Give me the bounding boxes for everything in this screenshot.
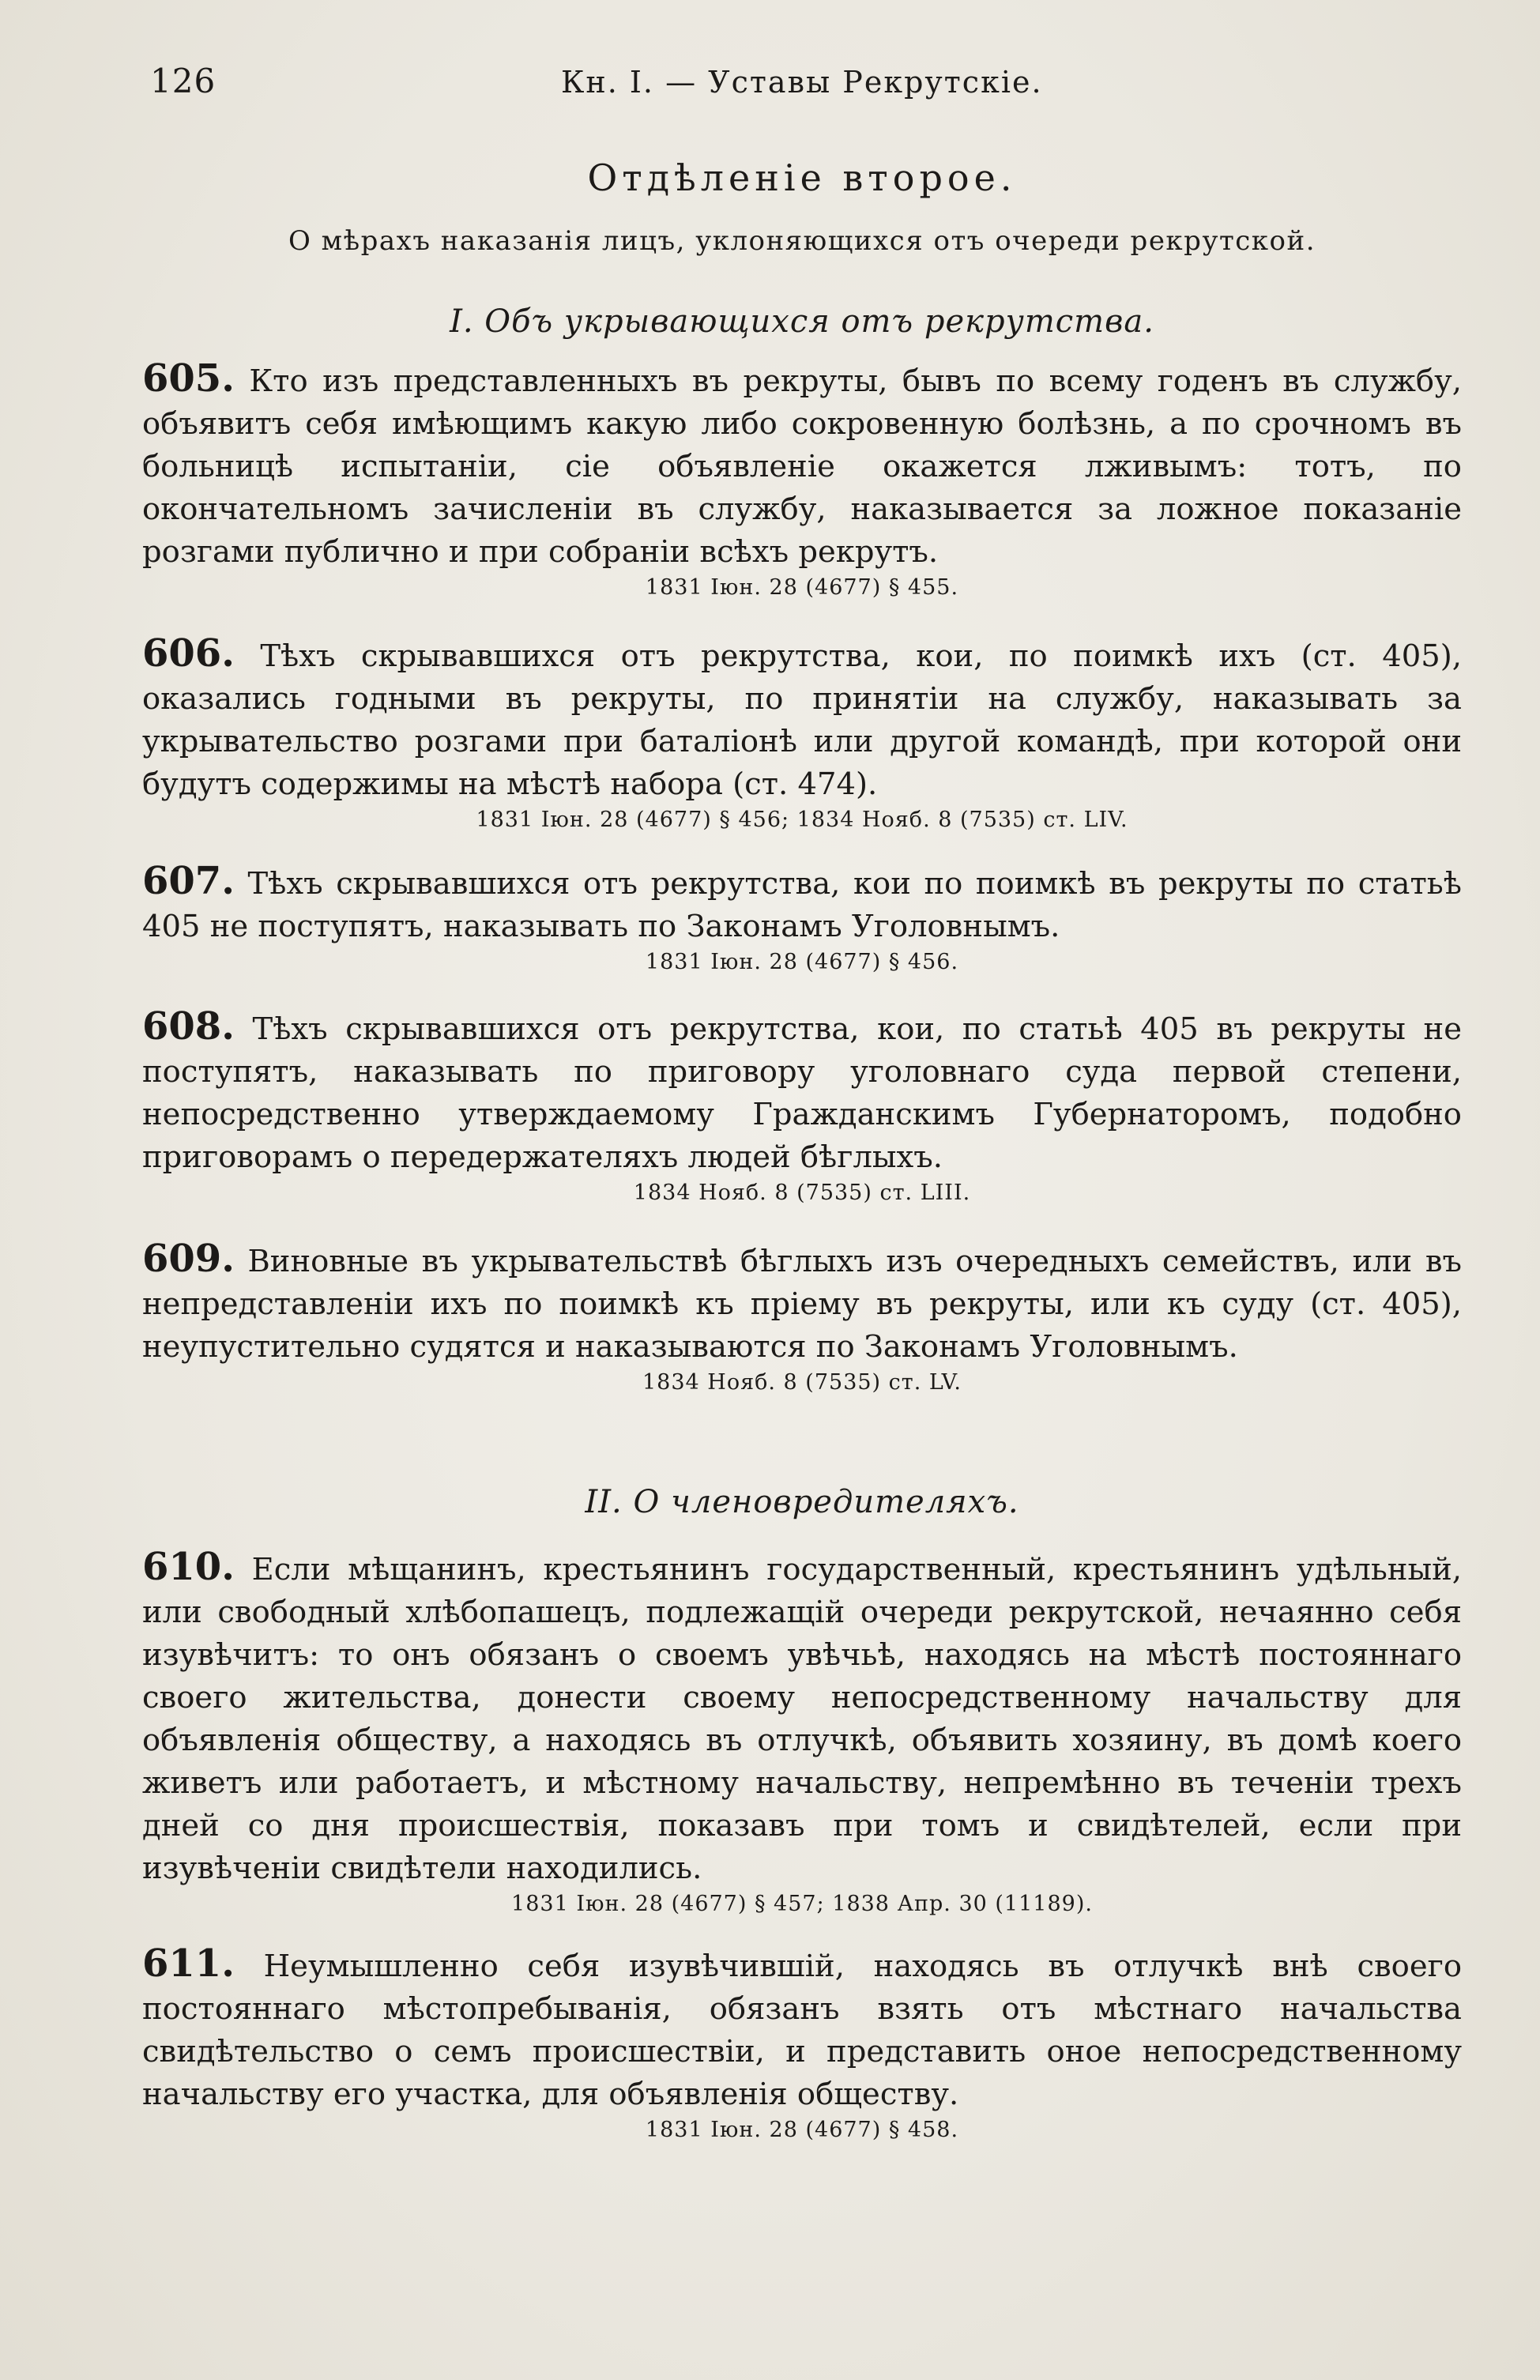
- article-number: 611.: [142, 1941, 235, 1986]
- article-text: Тѣхъ скрывавшихся отъ рекрутства, кои по поимкѣ въ рекруты по статьѣ 405 не поступятъ, наказывать по Законамъ Уголовнымъ.: [142, 866, 1462, 944]
- article-body: [142, 1942, 1462, 2116]
- article-611: [142, 1942, 1462, 2145]
- article-text: Если мѣщанинъ, крестьянинъ государственный, крестьянинъ удѣльный, или свободный хлѣбопашецъ, подлежащій очереди рекрутской, нечаянно себя изувѣчитъ: то онъ обязанъ о своемъ увѣчьѣ, находясь на мѣстѣ постояннаго своего жительства, донести своему непосредственному начальству для объявленія обществу, а находясь въ отлучкѣ, объявить хозяину, въ домѣ коего живетъ или работаетъ, и мѣстному начальству, непремѣнно въ теченіи трехъ дней со дня происшествія, показавъ при томъ и свидѣтелей, если при изувѣченіи свидѣтели находились.: [142, 1552, 1462, 1886]
- article-number: 610.: [142, 1545, 235, 1589]
- article-number: 608.: [142, 1004, 235, 1049]
- article-source: 1831 Іюн. 28 (4677) § 456.: [645, 950, 959, 974]
- article-source: 1831 Іюн. 28 (4677) § 456; 1834 Нояб. 8 (7535) ст. LIV.: [476, 808, 1128, 832]
- running-title: Кн. I. — Уставы Рекрутскіе.: [561, 65, 1043, 100]
- article-body: [142, 1546, 1462, 1890]
- section-heading: Отдѣленіе второе.: [587, 156, 1017, 199]
- article-number: 607.: [142, 859, 235, 903]
- subheading-concealment: I. Объ укрывающихся отъ рекрутства.: [450, 303, 1154, 340]
- article-number: 609.: [142, 1237, 235, 1281]
- article-610: [142, 1546, 1462, 1919]
- article-text: Тѣхъ скрывавшихся отъ рекрутства, кои, по поимкѣ ихъ (ст. 405), оказались годными въ рекруты, по принятіи на службу, наказывать за укрывательство розгами при баталіонѣ или другой командѣ, при которой они будутъ содержимы на мѣстѣ набора (ст. 474).: [142, 638, 1462, 802]
- article-source: 1834 Нояб. 8 (7535) ст. LIII.: [633, 1181, 971, 1205]
- article-body: [142, 1237, 1462, 1369]
- article-607: [142, 860, 1462, 977]
- article-body: [142, 1005, 1462, 1179]
- article-body: [142, 357, 1462, 574]
- article-text: Неумышленно себя изувѣчившій, находясь въ отлучкѣ внѣ своего постояннаго мѣстопребыванія, обязанъ взять отъ мѣстнаго начальства свидѣтельство о семъ происшествіи, и представить оное непосредственному начальству его участка, для объявленія обществу.: [142, 1949, 1462, 2112]
- article-text: Тѣхъ скрывавшихся отъ рекрутства, кои, по статьѣ 405 въ рекруты не поступятъ, наказывать по приговору уголовнаго суда первой степени, непосредственно утверждаемому Гражданскимъ Губернаторомъ, подобно приговорамъ о передержателяхъ людей бѣглыхъ.: [142, 1011, 1462, 1175]
- article-606: [142, 632, 1462, 834]
- article-text: Кто изъ представленныхъ въ рекруты, бывъ по всему годенъ въ службу, объявитъ себя имѣющимъ какую либо сокровенную болѣзнь, а по срочномъ въ больницѣ испытаніи, сіе объявленіе окажется лживымъ: тотъ, по окончательномъ зачисленіи въ службу, наказывается за ложное показаніе розгами публично и при собраніи всѣхъ рекрутъ.: [142, 363, 1462, 570]
- subheading-self-mutilation: II. О членовредителяхъ.: [585, 1484, 1019, 1520]
- article-source: 1831 Іюн. 28 (4677) § 455.: [645, 575, 959, 600]
- article-body: [142, 860, 1462, 948]
- article-number: 605.: [142, 356, 235, 401]
- article-605: [142, 357, 1462, 602]
- article-609: [142, 1237, 1462, 1397]
- article-number: 606.: [142, 631, 235, 676]
- running-head: [150, 62, 1485, 109]
- article-608: [142, 1005, 1462, 1207]
- page-number: 126: [150, 62, 217, 100]
- article-source: 1831 Іюн. 28 (4677) § 457; 1838 Апр. 30 (11189).: [511, 1892, 1093, 1916]
- section-subtitle: О мѣрахъ наказанія лицъ, уклоняющихся отъ очереди рекрутской.: [288, 225, 1316, 257]
- article-text: Виновные въ укрывательствѣ бѣглыхъ изъ очередныхъ семействъ, или въ непредставленіи ихъ по поимкѣ къ пріему въ рекруты, или къ суду (ст. 405), неупустительно судятся и наказываются по Законамъ Уголовнымъ.: [142, 1244, 1462, 1365]
- article-source: 1831 Іюн. 28 (4677) § 458.: [645, 2118, 959, 2142]
- article-source: 1834 Нояб. 8 (7535) ст. LV.: [642, 1370, 962, 1395]
- article-body: [142, 632, 1462, 806]
